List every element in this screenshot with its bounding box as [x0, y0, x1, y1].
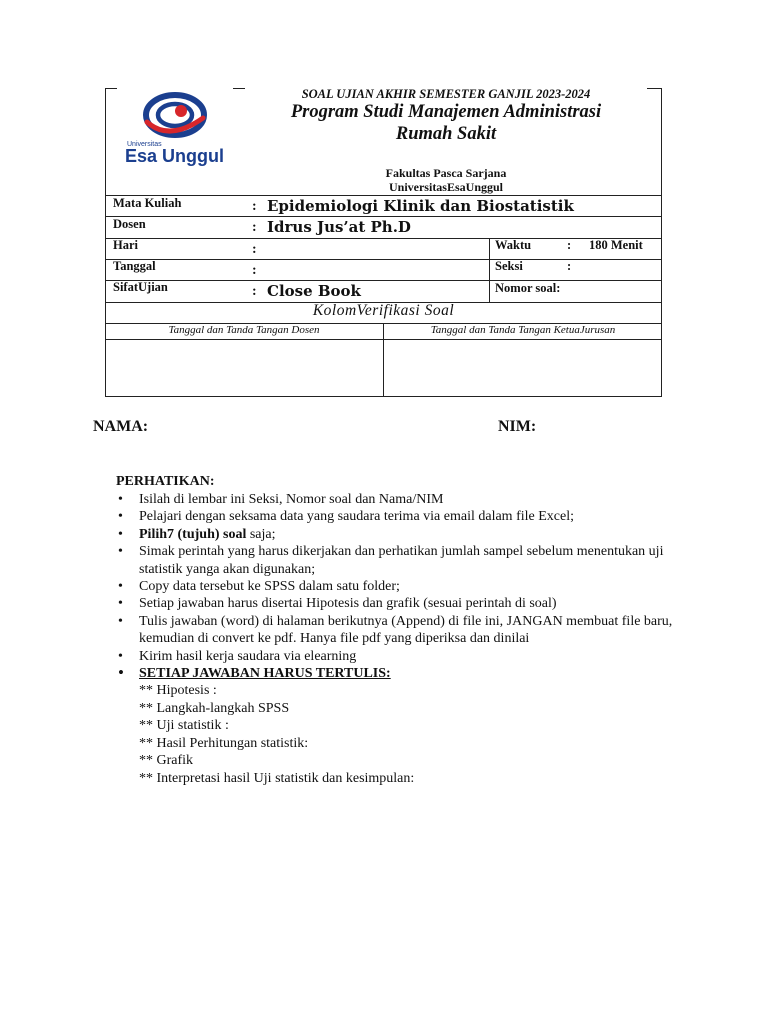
university-logo: [117, 90, 232, 166]
sifat-ujian-label: SifatUjian: [113, 280, 168, 294]
row-divider: [105, 195, 662, 196]
logo-name: Esa Unggul: [125, 146, 225, 166]
column-divider: [489, 238, 490, 302]
row-divider: [105, 280, 662, 281]
mata-kuliah-value: Epidemiologi Klinik dan Biostatistik: [267, 197, 574, 215]
corner-mark: [105, 88, 117, 89]
must-item: ** Uji statistik :: [139, 718, 229, 734]
list-item: • Isilah di lembar ini Seksi, Nomor soal dan Nama/NIM: [116, 491, 686, 508]
tanggal-label: Tanggal: [113, 259, 156, 273]
must-item: ** Interpretasi hasil Uji statistik dan kesimpulan:: [139, 770, 415, 786]
row-divider: [105, 238, 662, 239]
nim-label: NIM:: [498, 418, 537, 435]
pilih-bold: Pilih7 (tujuh) soal: [139, 526, 247, 542]
nama-label: NAMA:: [93, 418, 149, 435]
sifat-ujian-value: Close Book: [267, 282, 361, 300]
lecturer-signature-caption: Tanggal dan Tanda Tangan Dosen: [168, 324, 320, 336]
colon: :: [252, 199, 257, 214]
head-signature-caption: Tanggal dan Tanda Tangan KetuaJurusan: [430, 324, 616, 336]
pilih-rest: saja;: [246, 526, 276, 542]
instructions-title: PERHATIKAN:: [116, 474, 215, 489]
must-item: ** Langkah-langkah SPSS: [139, 700, 290, 716]
colon: :: [252, 220, 257, 235]
list-item: • Setiap jawaban harus disertai Hipotesis dan grafik (sesuai perintah di soal): [116, 595, 686, 612]
tanggal-input: :: [252, 263, 257, 278]
seksi-label: Seksi: [495, 259, 523, 273]
nomor-soal-label: Nomor soal:: [495, 281, 561, 295]
dosen-label: Dosen: [113, 217, 146, 231]
must-item: ** Grafik: [139, 753, 194, 769]
faculty-name: Fakultas Pasca Sarjana: [385, 166, 507, 180]
program-line-1: Program Studi Manajemen Administrasi: [290, 102, 602, 122]
exam-title: SOAL UJIAN AKHIR SEMESTER GANJIL 2023-2024: [301, 87, 591, 101]
must-item: ** Hipotesis :: [139, 683, 217, 699]
program-title: [240, 101, 652, 145]
verification-title: KolomVerifikasi Soal: [312, 302, 455, 319]
hari-label: Hari: [113, 238, 138, 252]
colon: :: [252, 284, 257, 299]
esa-unggul-emblem-icon: [117, 90, 232, 166]
must-item: ** Hasil Perhitungan statistik:: [139, 735, 309, 751]
dosen-value: Idrus Jus’at Ph.D: [267, 218, 411, 236]
list-item: [116, 526, 686, 543]
program-line-2: Rumah Sakit: [395, 124, 497, 144]
logo-small-text: Universitas: [127, 141, 162, 148]
seksi-input: :: [567, 259, 572, 273]
list-item: • Pelajari dengan seksama data yang saudara terima via email dalam file Excel;: [116, 508, 686, 525]
university-name: UniversitasEsaUnggul: [388, 180, 504, 194]
instructions-list: [116, 491, 686, 787]
list-item: • Copy data tersebut ke SPSS dalam satu folder;: [116, 578, 686, 595]
mata-kuliah-label: Mata Kuliah: [113, 196, 182, 210]
row-divider: [105, 259, 662, 260]
colon: :: [567, 238, 572, 252]
row-divider: [105, 216, 662, 217]
lecturer-signature-box: [106, 340, 383, 396]
head-signature-box: [384, 340, 661, 396]
hari-input: :: [252, 242, 257, 257]
waktu-label: Waktu: [495, 238, 532, 252]
list-item: • Tulis jawaban (word) di halaman berikutnya (Append) di file ini, JANGAN membuat file baru, kemudian di convert ke pdf. Hanya file pdf yang diperiksa dan dinilai: [116, 613, 686, 648]
must-title: SETIAP JAWABAN HARUS TERTULIS:: [139, 666, 391, 682]
list-item: [116, 665, 686, 787]
list-item: • Kirim hasil kerja saudara via elearning: [116, 648, 686, 665]
faculty-block: [240, 166, 652, 194]
list-item: • Simak perintah yang harus dikerjakan dan perhatikan jumlah sampel sebelum menentukan uji statistik yanga akan digunakan;: [116, 543, 686, 578]
waktu-value: 180 Menit: [589, 238, 643, 252]
